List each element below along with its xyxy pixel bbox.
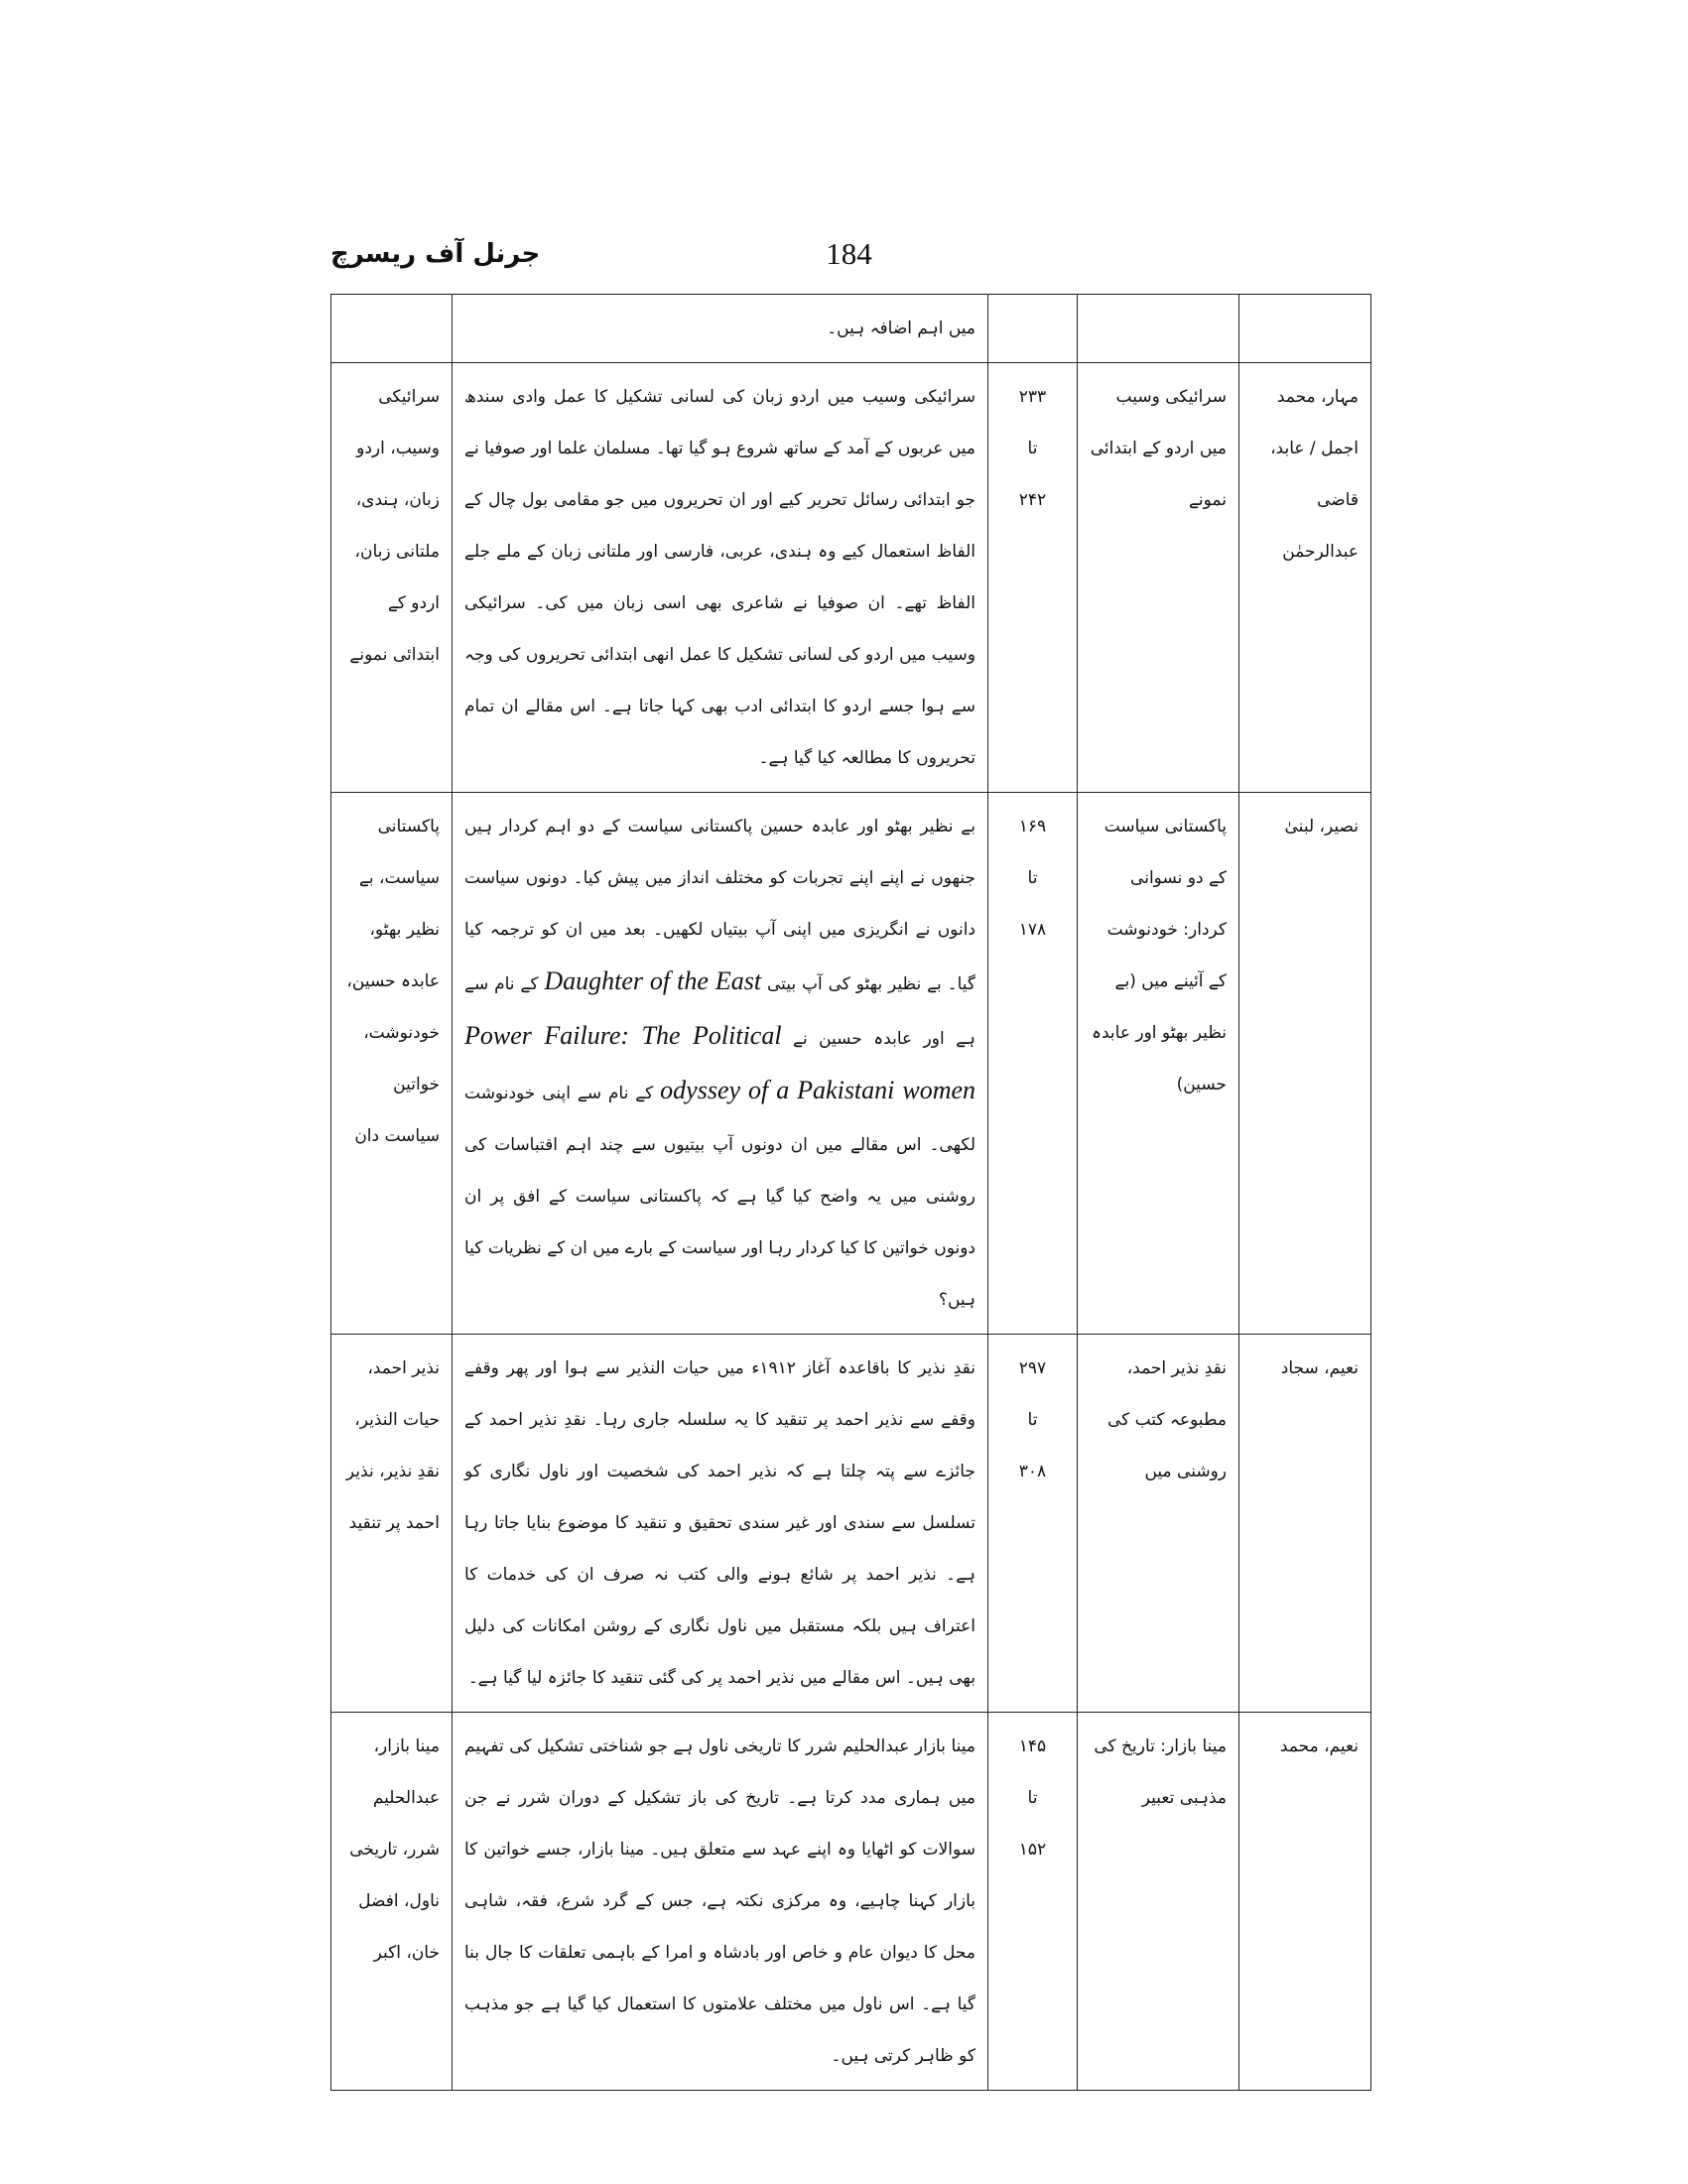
article-table <box>330 294 1371 2091</box>
page-end: ۱۵۲ <box>1018 1840 1047 1860</box>
abstract-text: کے نام سے ہے اور عابدہ حسین نے <box>464 974 976 1049</box>
table-row <box>331 363 1371 793</box>
keywords-cell: پاکستانی سیاست، بے نظیر بھٹو، عابدہ حسین، خودنوشت، خواتین سیاست دان <box>331 793 453 1335</box>
keywords-cell <box>331 295 453 363</box>
keywords-cell: سرائیکی وسیب، اردو زبان، ہندی، ملتانی زبان، اردو کے ابتدائی نمونے <box>331 363 453 793</box>
abstract-text: میں اہم اضافہ ہیں۔ <box>827 319 975 338</box>
abstract-text: بے نظیر بھٹو اور عابدہ حسین پاکستانی سیاست کے دو اہم کردار ہیں جنھوں نے اپنے اپنے تجربات کو مختلف انداز میں پیش کیا۔ دونوں سیاست دانوں نے انگریزی میں اپنی آپ بیتیاں لکھیں۔ بعد میں ان کو ترجمہ کیا گیا۔ بے نظیر بھٹو کی آپ بیتی <box>464 817 976 994</box>
page-range-separator: تا <box>1027 1410 1038 1430</box>
author-cell: نعیم، سجاد <box>1239 1335 1371 1713</box>
title-cell <box>1078 295 1239 363</box>
pages-cell <box>988 1335 1078 1713</box>
abstract-text: کے نام سے اپنی خودنوشت لکھی۔ اس مقالے میں ان دونوں آپ بیتیوں سے چند اہم اقتباسات کی روشنی میں یہ واضح کیا گیا ہے کہ پاکستانی سیاست کے افق پر ان دونوں خواتین کا کیا کردار رہا اور سیاست کے بارے میں ان کے نظریات کیا ہیں؟ <box>464 1084 975 1310</box>
title-cell: سرائیکی وسیب میں اردو کے ابتدائی نمونے <box>1078 363 1239 793</box>
pages-cell <box>988 363 1078 793</box>
table-row <box>331 1335 1371 1713</box>
abstract-cell <box>453 793 988 1335</box>
author-cell <box>1239 295 1371 363</box>
pages-cell <box>988 1713 1078 2091</box>
page-end: ۳۰۸ <box>1018 1462 1047 1481</box>
journal-title: جرنل آف ریسرچ <box>330 239 541 269</box>
keywords-cell: مینا بازار، عبدالحلیم شرر، تاریخی ناول، افضل خان، اکبر <box>331 1713 453 2091</box>
table-row <box>331 1713 1371 2091</box>
abstract-cell <box>453 1335 988 1713</box>
page-start: ۱۶۹ <box>1018 817 1047 836</box>
table-row <box>331 295 1371 363</box>
abstract-text: سرائیکی وسیب میں اردو زبان کی لسانی تشکیل کا عمل وادی سندھ میں عربوں کے آمد کے ساتھ شروع ہو گیا تھا۔ مسلمان علما اور صوفیا نے جو ابتدائی رسائل تحریر کیے اور ان تحریروں میں جو مقامی بول چال کے الفاظ استعمال کیے وہ ہندی، عربی، فارسی اور ملتانی زبان کے ملے جلے الفاظ تھے۔ ان صوفیا نے شاعری بھی اسی زبان میں کی۔ سرائیکی وسیب میں اردو کی لسانی تشکیل کا عمل انھی ابتدائی تحریروں کی وجہ سے ہوا جسے اردو کا ابتدائی ادب بھی کہا جاتا ہے۔ اس مقالے ان تمام تحریروں کا مطالعہ کیا گیا ہے۔ <box>464 387 975 768</box>
book-title-english: Daughter of the East <box>544 966 762 995</box>
pages-cell <box>988 793 1078 1335</box>
pages-cell <box>988 295 1078 363</box>
author-cell: نصیر، لبنیٰ <box>1239 793 1371 1335</box>
page-start: ۲۳۳ <box>1018 387 1047 407</box>
page-start: ۱۴۵ <box>1018 1736 1047 1756</box>
page-range-separator: تا <box>1027 868 1038 888</box>
abstract-cell <box>453 363 988 793</box>
page-end: ۱۷۸ <box>1018 920 1047 940</box>
title-cell: مینا بازار: تاریخ کی مذہبی تعبیر <box>1078 1713 1239 2091</box>
author-cell: مہار، محمد اجمل / عابد، قاضی عبدالرحمٰن <box>1239 363 1371 793</box>
page-start: ۲۹۷ <box>1018 1358 1047 1378</box>
page-end: ۲۴۲ <box>1018 490 1047 510</box>
title-cell: پاکستانی سیاست کے دو نسوانی کردار: خودنوشت کے آئینے میں (بے نظیر بھٹو اور عابدہ حسین) <box>1078 793 1239 1335</box>
page-range-separator: تا <box>1027 439 1038 458</box>
title-cell: نقدِ نذیر احمد، مطبوعہ کتب کی روشنی میں <box>1078 1335 1239 1713</box>
abstract-text: مینا بازار عبدالحلیم شرر کا تاریخی ناول ہے جو شناختی تشکیل کی تفہیم میں ہماری مدد کرتا ہے۔ تاریخ کی باز تشکیل کے دوران شرر نے جن سوالات کو اٹھایا وہ اپنے عہد سے متعلق ہیں۔ مینا بازار، جسے خواتین کا بازار کہنا چاہیے، وہ مرکزی نکتہ ہے، جس کے گرد شرع، فقہ، شاہی محل کا دیوان عام و خاص اور بادشاہ و امرا کے باہمی تعلقات کا جال بنا گیا ہے۔ اس ناول میں مختلف علامتوں کا استعمال کیا گیا ہے جو مذہب کو ظاہر کرتی ہیں۔ <box>464 1736 975 2066</box>
keywords-cell: نذیر احمد، حیات النذیر، نقدِ نذیر، نذیر احمد پر تنقید <box>331 1335 453 1713</box>
table-row <box>331 793 1371 1335</box>
abstract-cell <box>453 1713 988 2091</box>
author-cell: نعیم، محمد <box>1239 1713 1371 2091</box>
abstract-text: نقدِ نذیر کا باقاعدہ آغاز ۱۹۱۲ء میں حیات النذیر سے ہوا اور پھر وقفے وقفے سے نذیر احمد پر تنقید کا یہ سلسلہ جاری رہا۔ نقدِ نذیر احمد کے جائزے سے پتہ چلتا ہے کہ نذیر احمد کی شخصیت اور ناول نگاری کو تسلسل سے سندی اور غیر سندی تحقیق و تنقید کا موضوع بنایا جاتا رہا ہے۔ نذیر احمد پر شائع ہونے والی کتب نہ صرف ان کی خدمات کا اعتراف ہیں بلکہ مستقبل میں ناول نگاری کے روشن امکانات کی دلیل بھی ہیں۔ اس مقالے میں نذیر احمد پر کی گئی تنقید کا جائزہ لیا گیا ہے۔ <box>464 1358 976 1688</box>
page-number: 184 <box>826 236 872 271</box>
book-title-english: Power Failure: The Political odyssey of a Pakistani women <box>464 1021 976 1104</box>
page-range-separator: تا <box>1027 1788 1038 1808</box>
page-header <box>330 234 1367 274</box>
abstract-cell <box>453 295 988 363</box>
